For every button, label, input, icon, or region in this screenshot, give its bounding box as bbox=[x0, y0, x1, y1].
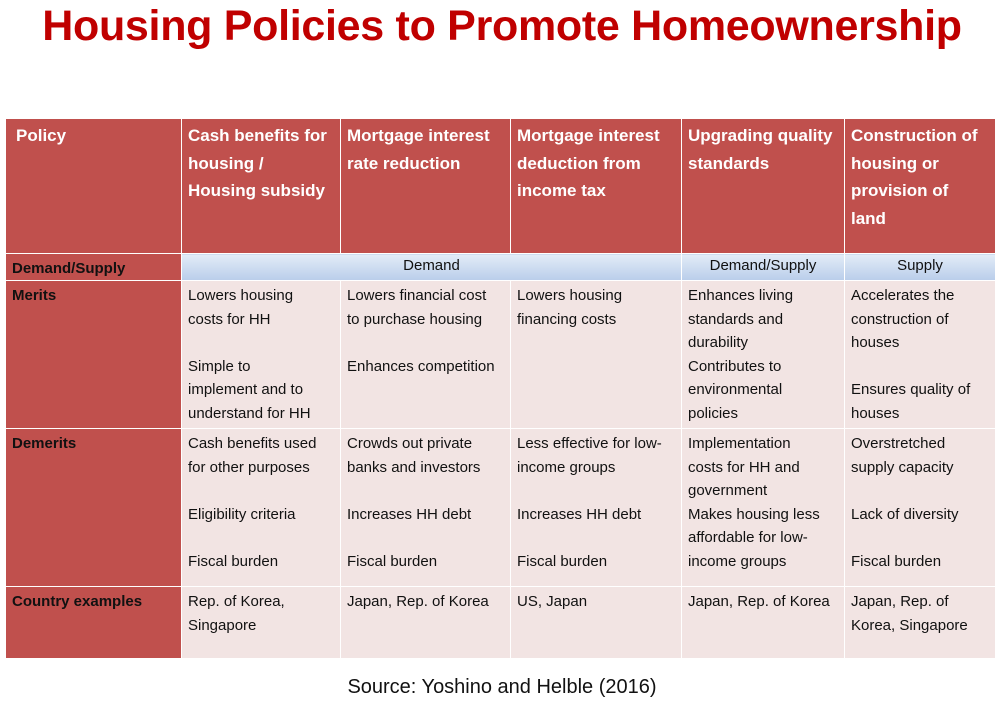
cell-line: understand for HH bbox=[188, 404, 311, 422]
cell-line: Fiscal burden bbox=[517, 552, 608, 570]
cell-spacer bbox=[851, 479, 989, 503]
cell-line: costs for HH and bbox=[688, 458, 800, 476]
country-cash bbox=[182, 587, 341, 659]
source-citation: Source: Yoshino and Helble (2016) bbox=[347, 676, 657, 698]
cell-line: Korea, Singapore bbox=[851, 616, 968, 634]
cell-line: costs for HH bbox=[188, 310, 271, 328]
header-construction bbox=[845, 119, 996, 254]
cell-line: Accelerates the bbox=[851, 287, 955, 304]
demand-supply-row bbox=[6, 254, 996, 281]
cell-line: Construction of bbox=[851, 126, 978, 145]
cell-spacer bbox=[188, 526, 334, 550]
cell-line: houses bbox=[851, 404, 900, 422]
cell-line: deduction from bbox=[517, 153, 641, 173]
cell-spacer bbox=[188, 479, 334, 503]
cell-line: construction of bbox=[851, 310, 949, 328]
cell-line: standards bbox=[688, 153, 770, 173]
merits-construction bbox=[845, 281, 996, 429]
cell-spacer bbox=[347, 479, 504, 503]
row-label-country-examples: Country examples bbox=[6, 587, 182, 659]
header-policy: Policy bbox=[6, 119, 182, 254]
header-row bbox=[6, 119, 996, 254]
cell-line: Increases HH debt bbox=[517, 505, 642, 523]
cell-line: income groups bbox=[688, 552, 787, 570]
cell-line: policies bbox=[688, 404, 739, 422]
cell-line: Rep. of Korea, bbox=[188, 593, 285, 610]
row-label-demand-supply: Demand/Supply bbox=[6, 254, 182, 281]
demand-band: Demand bbox=[182, 254, 682, 281]
cell-line: environmental bbox=[688, 381, 783, 398]
cell-line: financing costs bbox=[517, 310, 617, 328]
cell-line: supply capacity bbox=[851, 458, 954, 476]
country-mortgage-deduction bbox=[511, 587, 682, 659]
cell-line: Mortgage interest bbox=[517, 126, 660, 145]
cell-line: Japan, Rep. of Korea bbox=[688, 593, 830, 610]
cell-line: Simple to bbox=[188, 357, 251, 375]
row-label-demerits: Demerits bbox=[6, 429, 182, 587]
cell-line: Cash benefits for bbox=[188, 126, 327, 145]
cell-line: Less effective for low- bbox=[517, 435, 662, 452]
cell-line: US, Japan bbox=[517, 593, 588, 610]
cell-line: Overstretched bbox=[851, 435, 946, 452]
cell-line: Contributes to bbox=[688, 357, 782, 375]
cell-line: Lowers housing bbox=[188, 287, 294, 304]
cell-line: Enhances competition bbox=[347, 357, 495, 375]
cell-line: Japan, Rep. of bbox=[851, 593, 949, 610]
cell-line: for other purposes bbox=[188, 458, 310, 476]
cell-line: Makes housing less bbox=[688, 505, 820, 523]
cell-line: Implementation bbox=[688, 435, 791, 452]
country-examples-row bbox=[6, 587, 996, 659]
cell-line: housing / bbox=[188, 153, 264, 173]
row-label-merits: Merits bbox=[6, 281, 182, 429]
demand-supply-band: Demand/Supply bbox=[682, 254, 845, 281]
cell-line: houses bbox=[851, 334, 900, 351]
cell-spacer bbox=[851, 526, 989, 550]
header-mortgage-interest-deduction bbox=[511, 119, 682, 254]
cell-line: income tax bbox=[517, 181, 606, 200]
cell-line: implement and to bbox=[188, 381, 304, 398]
cell-line: Fiscal burden bbox=[851, 552, 942, 570]
supply-band: Supply bbox=[845, 254, 996, 281]
demerits-row bbox=[6, 429, 996, 587]
merits-upgrading bbox=[682, 281, 845, 429]
cell-spacer bbox=[851, 355, 989, 379]
cell-line: Singapore bbox=[188, 616, 257, 634]
cell-line: provision of bbox=[851, 181, 949, 200]
cell-line: Enhances living bbox=[688, 287, 794, 304]
merits-row bbox=[6, 281, 996, 429]
cell-line: Lack of diversity bbox=[851, 505, 959, 523]
cell-line: housing or bbox=[851, 153, 939, 173]
cell-spacer bbox=[517, 526, 675, 550]
cell-spacer bbox=[188, 331, 334, 355]
cell-line: standards and bbox=[688, 310, 784, 328]
country-mortgage-rate bbox=[341, 587, 511, 659]
country-construction bbox=[845, 587, 996, 659]
demerits-cash bbox=[182, 429, 341, 587]
cell-line: Ensures quality of bbox=[851, 381, 971, 398]
cell-line: Lowers financial cost bbox=[347, 287, 487, 304]
cell-line: Crowds out private bbox=[347, 435, 473, 452]
header-cash-benefits bbox=[182, 119, 341, 254]
cell-line: land bbox=[851, 208, 886, 228]
merits-mortgage-rate bbox=[341, 281, 511, 429]
cell-line: Fiscal burden bbox=[347, 552, 438, 570]
cell-spacer bbox=[347, 526, 504, 550]
cell-spacer bbox=[347, 331, 504, 355]
merits-cash bbox=[182, 281, 341, 429]
cell-line: rate reduction bbox=[347, 153, 461, 173]
cell-line: to purchase housing bbox=[347, 310, 483, 328]
cell-line: banks and investors bbox=[347, 458, 481, 476]
header-mortgage-rate-reduction bbox=[341, 119, 511, 254]
cell-line: government bbox=[688, 482, 768, 499]
cell-spacer bbox=[517, 479, 675, 503]
cell-line: Mortgage interest bbox=[347, 126, 490, 145]
cell-line: Increases HH debt bbox=[347, 505, 472, 523]
cell-line: Eligibility criteria bbox=[188, 505, 296, 523]
cell-line: affordable for low- bbox=[688, 529, 808, 546]
cell-line: Cash benefits used bbox=[188, 435, 317, 452]
cell-line: income groups bbox=[517, 458, 616, 476]
cell-line: Japan, Rep. of Korea bbox=[347, 593, 489, 610]
cell-line: Upgrading quality bbox=[688, 126, 833, 145]
policy-table bbox=[5, 118, 996, 659]
cell-line: durability bbox=[688, 334, 749, 351]
cell-line: Fiscal burden bbox=[188, 552, 279, 570]
demerits-upgrading bbox=[682, 429, 845, 587]
page-title: Housing Policies to Promote Homeownership bbox=[42, 2, 962, 50]
demerits-mortgage-rate bbox=[341, 429, 511, 587]
cell-line: Housing subsidy bbox=[188, 181, 325, 200]
merits-mortgage-deduction bbox=[511, 281, 682, 429]
country-upgrading bbox=[682, 587, 845, 659]
demerits-mortgage-deduction bbox=[511, 429, 682, 587]
demerits-construction bbox=[845, 429, 996, 587]
header-upgrading-quality bbox=[682, 119, 845, 254]
cell-line: Lowers housing bbox=[517, 287, 623, 304]
